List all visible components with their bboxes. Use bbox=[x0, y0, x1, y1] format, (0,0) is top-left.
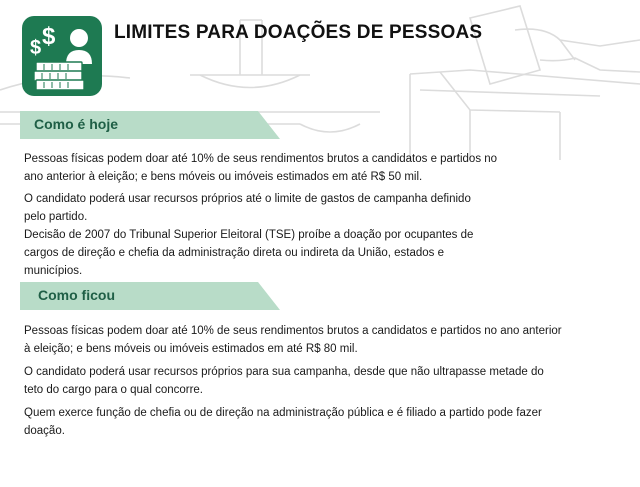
paragraph-line: cargos de direção e chefia da administração direta ou indireta da União, estados e bbox=[24, 247, 445, 259]
paragraph-line: O candidato poderá usar recursos próprios para sua campanha, desde que não ultrapasse metade do bbox=[24, 366, 544, 378]
paragraph-line: doação. bbox=[24, 425, 65, 437]
section-heading: Como ficou bbox=[38, 287, 115, 303]
page-title: LIMITES PARA DOAÇÕES DE PESSOAS bbox=[114, 22, 483, 43]
paragraph-line: municípios. bbox=[24, 265, 83, 277]
paragraph-line: pelo partido. bbox=[24, 211, 88, 223]
paragraph-line: O candidato poderá usar recursos próprios até o limite de gastos de campanha definido bbox=[24, 193, 471, 205]
paragraph bbox=[24, 363, 544, 399]
paragraph-line: Pessoas físicas podem doar até 10% de seus rendimentos brutos a candidatos e partidos no ano anterior bbox=[24, 325, 562, 337]
svg-text:$: $ bbox=[30, 37, 42, 59]
money-donation-icon bbox=[22, 16, 102, 96]
section-heading-bar bbox=[20, 282, 280, 310]
paragraph-line: Quem exerce função de chefia ou de direção na administração pública e é filiado a partido pode fazer bbox=[24, 407, 542, 419]
paragraph-line: teto do cargo para o qual concorre. bbox=[24, 384, 204, 396]
paragraph bbox=[24, 226, 473, 280]
paragraph bbox=[24, 404, 542, 440]
paragraph bbox=[24, 322, 562, 358]
section-heading-bar bbox=[20, 111, 280, 139]
svg-text:$: $ bbox=[42, 23, 56, 50]
paragraph-line: à eleição; e bens móveis ou imóveis estimados em até R$ 80 mil. bbox=[24, 343, 358, 355]
paragraph-line: ano anterior à eleição; e bens móveis ou imóveis estimados em até R$ 50 mil. bbox=[24, 171, 423, 183]
section-heading: Como é hoje bbox=[34, 116, 119, 132]
paragraph-line: Decisão de 2007 do Tribunal Superior Eleitoral (TSE) proíbe a doação por ocupantes de bbox=[24, 229, 474, 241]
paragraph bbox=[24, 150, 497, 186]
paragraph-line: Pessoas físicas podem doar até 10% de seus rendimentos brutos a candidatos e partidos no bbox=[24, 153, 498, 165]
paragraph bbox=[24, 190, 471, 226]
